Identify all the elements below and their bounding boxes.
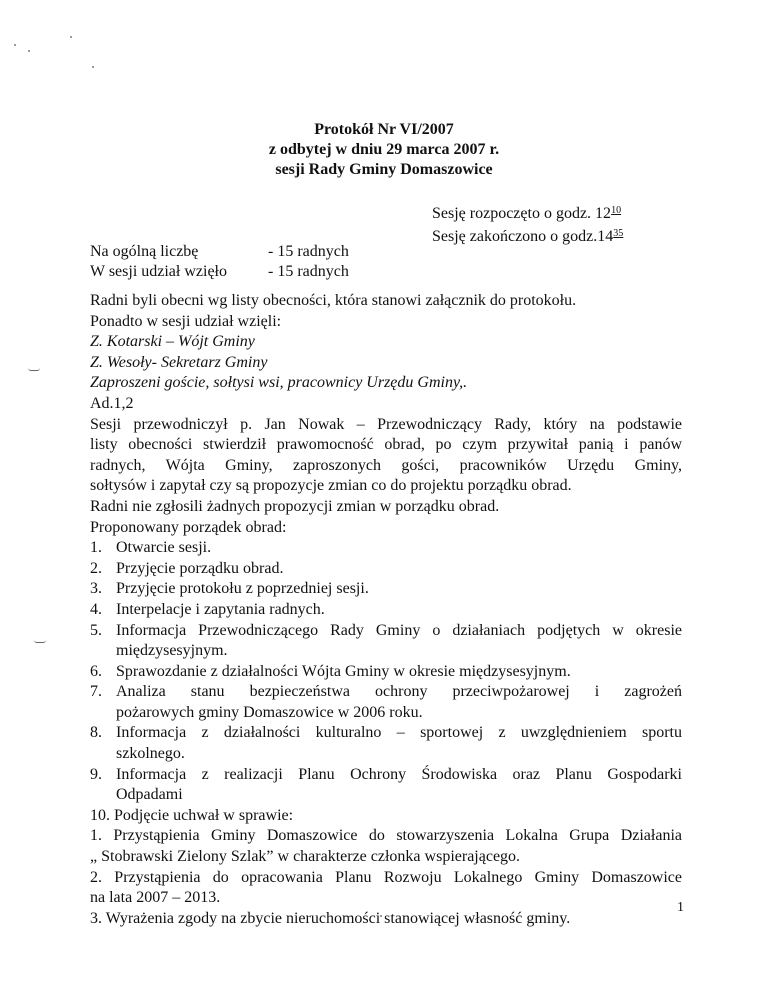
present-councillors-row (90, 262, 349, 282)
agenda-text-continued: międzysesyjnym. (116, 642, 228, 660)
resolution-item-continued: na lata 2007 – 2013. (90, 889, 221, 907)
title-line-3: sesji Rady Gminy Domaszowice (275, 161, 493, 178)
agenda-text-continued: Odpadami (116, 786, 183, 804)
guests-intro: Ponadto w sesji udział wzięli: (90, 312, 282, 330)
paragraph-line: Radni nie zgłosili żadnych propozycji zmian w porządku obrad. (90, 497, 500, 515)
guest-others: Zaproszeni goście, sołtysi wsi, pracownicy Urzędu Gminy,. (90, 374, 468, 392)
agenda-number: 4. (90, 600, 102, 618)
agenda-number: 5. (90, 621, 102, 639)
agenda-number: 7. (90, 683, 102, 701)
agenda-item (90, 600, 682, 621)
agenda-item (90, 662, 682, 683)
agenda-text: Analiza stanu bezpieczeństwa ochrony przeciwpożarowej i zagrożeń (116, 683, 682, 701)
agenda-number: 8. (90, 724, 102, 742)
paragraph-line: sołtysów i zapytał czy są propozycje zmian co do projektu porządku obrad. (90, 477, 572, 495)
agenda-number: 1. (90, 539, 102, 557)
total-councillors-row (90, 242, 349, 262)
agenda-text: Interpelacje i zapytania radnych. (116, 600, 325, 618)
document-title (0, 120, 768, 180)
guest-mayor: Z. Kotarski – Wójt Gminy (90, 333, 255, 351)
resolution-item-continued: „ Stobrawski Zielony Szlak” w charakterze członka wspierającego. (90, 848, 521, 866)
agenda-item (90, 559, 682, 580)
agenda-number: 6. (90, 662, 102, 680)
agenda-item (90, 579, 682, 600)
agenda-item (90, 765, 682, 786)
attendance-counts (90, 242, 349, 282)
paragraph-line: listy obecności stwierdził prawomocność obrad, po czym przywitał panią i panów (90, 436, 682, 454)
agenda-item-resolutions: 10. Podjęcie uchwał w sprawie: (90, 806, 294, 824)
attendance-note: Radni byli obecni wg listy obecności, która stanowi załącznik do protokołu. (90, 292, 577, 309)
paragraph-line: radnych, Wójta Gminy, zaproszonych gości, pracowników Urzędu Gminy, (90, 456, 682, 474)
protocol-body (90, 291, 682, 929)
session-end-minutes: 35 (613, 228, 624, 239)
agenda-item (90, 621, 682, 642)
scan-speck (14, 44, 16, 46)
agenda-text: Przyjęcie porządku obrad. (116, 559, 284, 577)
agenda-item (90, 682, 682, 703)
title-line-1: Protokół Nr VI/2007 (314, 121, 454, 138)
agenda-number: 2. (90, 559, 102, 577)
session-end-text: Sesję zakończono o godz.14 (432, 228, 614, 245)
agenda-text: Sprawozdanie z działalności Wójta Gminy w okresie międzysesyjnym. (116, 662, 571, 680)
total-value: - 15 radnych (268, 243, 349, 260)
agenda-text: Otwarcie sesji. (116, 539, 212, 557)
resolution-item: 3. Wyrażenia zgody na zbycie nieruchomości stanowiącej własność gminy. (90, 909, 571, 927)
session-end (432, 224, 623, 247)
agenda-heading: Proponowany porządek obrad: (90, 518, 287, 536)
agenda-item (90, 723, 682, 744)
total-label: Na ogólną liczbę (90, 243, 199, 260)
agenda-item (90, 538, 682, 559)
agenda-text: Informacja z realizacji Planu Ochrony Środowiska oraz Planu Gospodarki (116, 765, 682, 783)
page-number: 1 (677, 900, 684, 915)
agenda-reference: Ad.1,2 (90, 394, 134, 412)
paragraph-line: Sesji przewodniczył p. Jan Nowak – Przewodniczący Rady, który na podstawie (90, 415, 682, 433)
resolution-item: 1. Przystąpienia Gminy Domaszowice do stowarzyszenia Lokalna Grupa Działania (90, 827, 682, 845)
session-start-minutes: 10 (611, 205, 622, 216)
session-start (432, 201, 623, 224)
agenda-text: Informacja z działalności kulturalno – sportowej z uwzględnieniem sportu (116, 724, 682, 742)
scan-speck (28, 50, 30, 52)
session-times (432, 201, 623, 247)
agenda-text: Informacja Przewodniczącego Rady Gminy o działaniach podjętych w okresie (116, 621, 682, 639)
resolution-item: 2. Przystąpienia do opracowania Planu Rozwoju Lokalnego Gminy Domaszowice (90, 868, 682, 886)
title-line-2: z odbytej w dniu 29 marca 2007 r. (268, 141, 500, 158)
scan-speck (70, 36, 72, 38)
present-value: - 15 radnych (268, 263, 349, 280)
agenda-text-continued: szkolnego. (116, 745, 185, 763)
present-label: W sesji udział wzięło (90, 263, 227, 280)
session-start-text: Sesję rozpoczęto o godz. 12 (432, 205, 612, 222)
scan-mark (34, 640, 46, 643)
agenda-number: 3. (90, 580, 102, 598)
agenda-text: Przyjęcie protokołu z poprzedniej sesji. (116, 580, 369, 598)
scan-mark (28, 368, 40, 371)
guest-secretary: Z. Wesoły- Sekretarz Gminy (90, 353, 268, 371)
agenda-number: 9. (90, 765, 102, 783)
scan-speck (92, 66, 94, 68)
agenda-text-continued: pożarowych gminy Domaszowice w 2006 roku. (116, 703, 423, 721)
